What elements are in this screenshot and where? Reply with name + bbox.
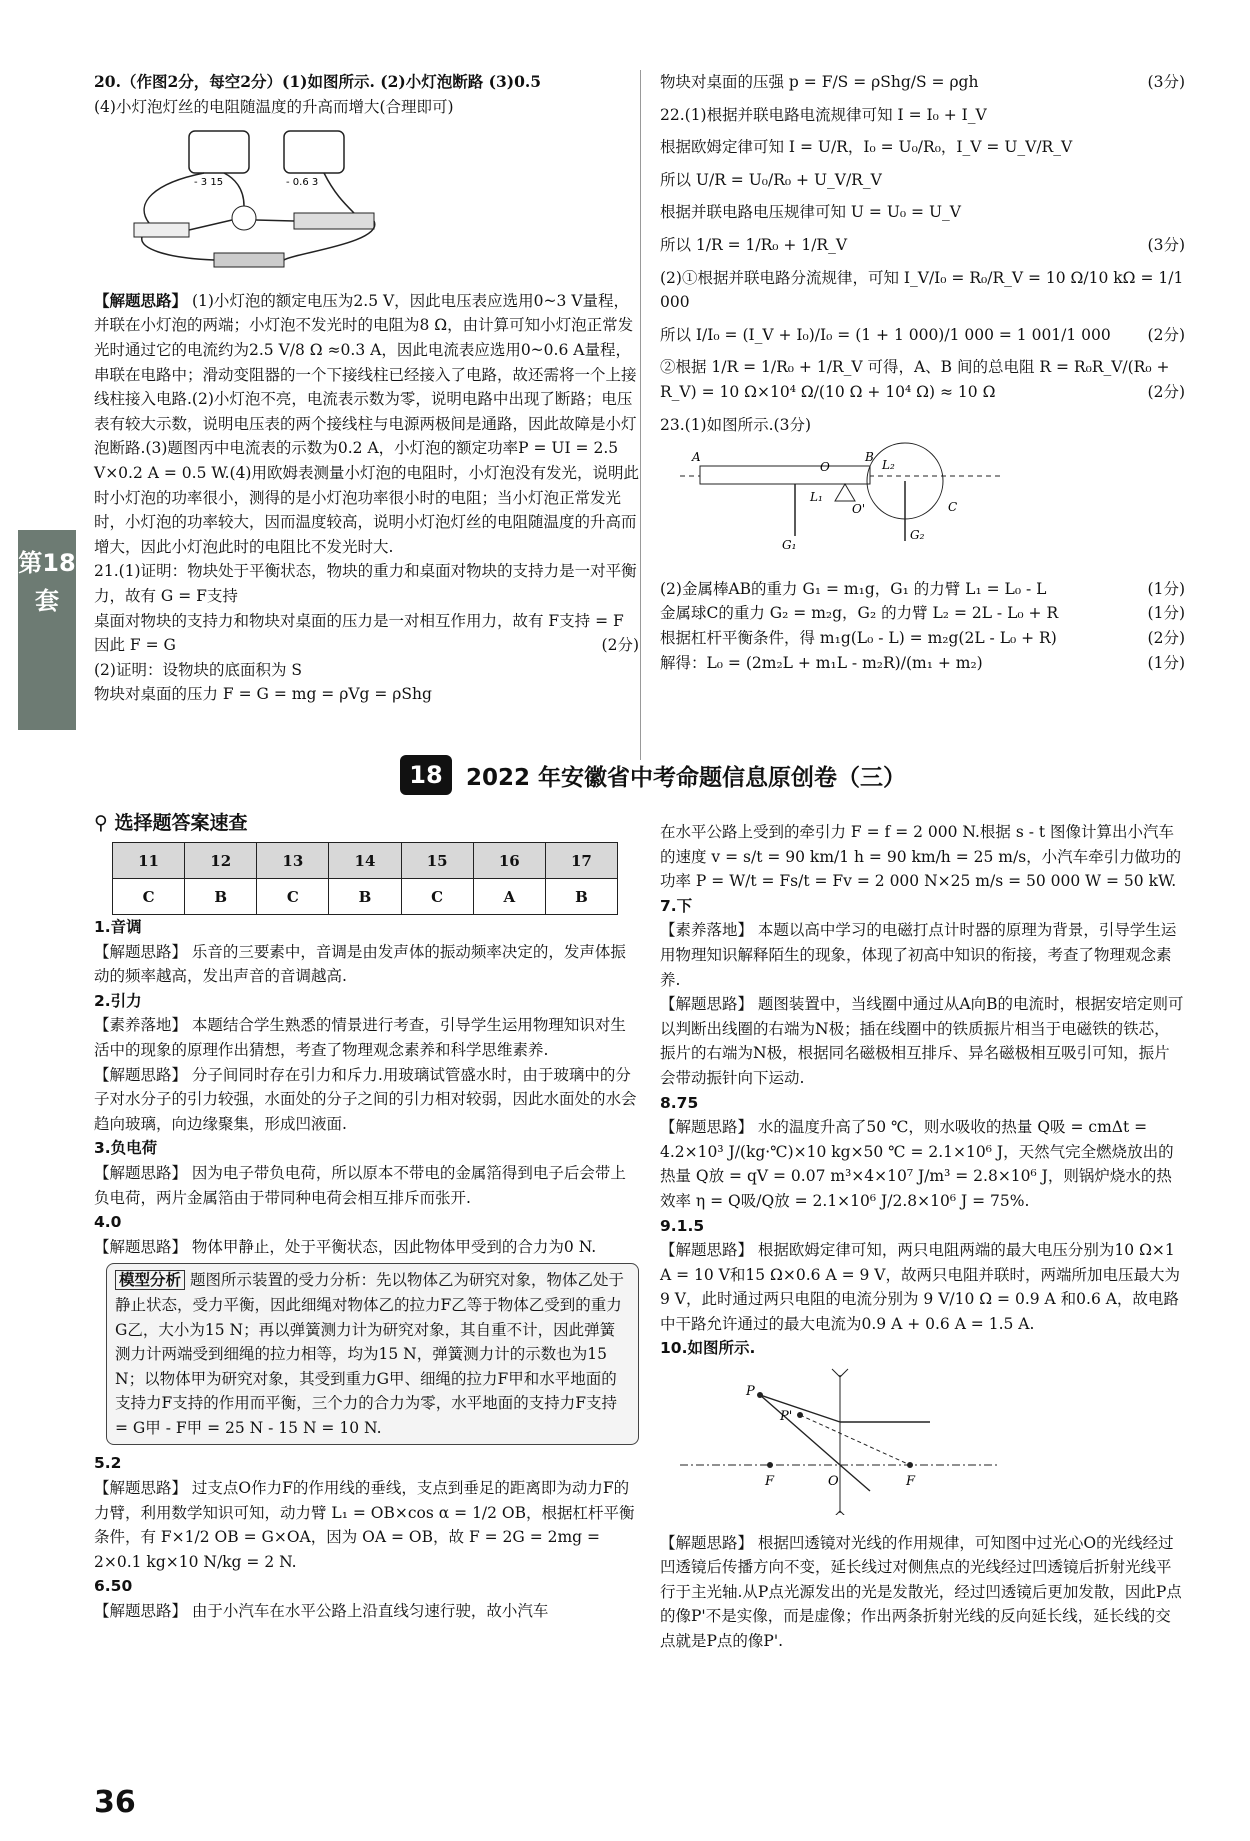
q21-line-5: 物块对桌面的压力 F = G = mg = ρVg = ρShg bbox=[94, 685, 432, 704]
q21-line-1: 21.(1)证明：物块处于平衡状态，物块的重力和桌面对物块的支持力是一对平衡力，故有 G = F支持 bbox=[94, 562, 637, 605]
q22-line-4: 根据并联电路电压规律可知 U = U₀ = U_V bbox=[660, 203, 961, 222]
q10-answer: 10.如图所示. bbox=[660, 1339, 756, 1358]
answer-letter: C bbox=[401, 879, 473, 915]
q2-think: 【解题思路】 分子间同时存在引力和斥力.用玻璃试管盛水时，由于玻璃中的分子对水分子的引力较强，水面处的分子之间的引力相对较弱，因此水面处的水会趋向玻璃，向边缘聚集，形成凹液面. bbox=[94, 1065, 637, 1133]
lever-figure bbox=[660, 441, 1185, 569]
ammeter bbox=[284, 131, 344, 173]
label-a: A bbox=[692, 450, 701, 465]
banner-title: 2022 年安徽省中考命题信息原创卷（三） bbox=[466, 765, 907, 791]
label-o: O bbox=[828, 1474, 839, 1490]
answer-num: 11 bbox=[113, 843, 185, 879]
q10-think: 【解题思路】 根据凹透镜对光线的作用规律，可知图中过光心O的光线经过凹透镜后传播方向不变，延长线过对侧焦点的光线经过凹透镜后折射光线平行于主光轴.从P点光源发出的光是发散光，经过凹透镜后更加发散，因此P点的像P'不是实像，而是虚像；作出两条折射光线的反向延长线，延长线的交点就是P点的像P'. bbox=[660, 1533, 1182, 1651]
banner-badge: 18 bbox=[400, 755, 452, 795]
model-analysis-text: 题图所示装置的受力分析：先以物体乙为研究对象，物体乙处于静止状态，受力平衡，因此细绳对物体乙的拉力F乙等于物体乙受到的重力G乙，大小为15 N；再以弹簧测力计为研究对象，其自重不计，因此弹簧测力计两端受到细绳的拉力相等，均为15 N，弹簧测力计的示数也为15 N；以物体甲为研究对象，其受到重力G甲、细绳的拉力F甲和水平地面的支持力F支持的作用而平衡，三个力的合力为零，水平地面的支持力F支持 = G甲 - F甲 = 25 N - 15 N = 10 N. bbox=[115, 1271, 624, 1437]
answer-letter: B bbox=[185, 879, 257, 915]
focus-right bbox=[907, 1462, 913, 1468]
q8-answer: 8.75 bbox=[660, 1093, 699, 1112]
q22-line-2: 根据欧姆定律可知 I = U/R，I₀ = U₀/R₀，I_V = U_V/R_V bbox=[660, 138, 1073, 157]
ray-continued bbox=[840, 1465, 870, 1491]
switch bbox=[134, 223, 189, 237]
battery bbox=[214, 253, 284, 267]
q22-line-1: 22.(1)根据并联电路电流规律可知 I = I₀ + I_V bbox=[660, 105, 987, 124]
section-banner bbox=[400, 755, 920, 795]
lever-diagram bbox=[660, 441, 1020, 561]
label-g2: G₂ bbox=[910, 528, 925, 543]
q2-answer: 2.引力 bbox=[94, 991, 142, 1010]
q6-continued: 在水平公路上受到的牵引力 F = f = 2 000 N.根据 s - t 图像计算出小汽车的速度 v = s/t = 90 km/1 h = 90 km/h = 25 m/s，小汽车牵引力做功的功率 P = W/t = Fs/t = Fv = 2 000 N×25 m/s = 50 000 W = 50 kW. bbox=[660, 823, 1182, 891]
q23-answer: 23.(1)如图所示.(3分) bbox=[660, 415, 811, 434]
label-p: P bbox=[746, 1384, 755, 1400]
circuit-figure bbox=[94, 123, 639, 281]
q5-answer: 5.2 bbox=[94, 1454, 122, 1473]
answer-letter: C bbox=[113, 879, 185, 915]
answer-letter: B bbox=[545, 879, 617, 915]
label-c: C bbox=[948, 500, 958, 515]
quick-answers-title: ⚲ 选择题答案速查 bbox=[94, 812, 248, 834]
focus-left bbox=[767, 1462, 773, 1468]
bulb bbox=[232, 206, 256, 230]
column-divider bbox=[640, 70, 641, 760]
q3-think: 【解题思路】 因为电子带负电荷，所以原本不带电的金属箔得到电子后会带上负电荷，两片金属箔由于带同种电荷会相互排斥而张开. bbox=[94, 1163, 626, 1207]
page-number: 36 bbox=[94, 1785, 136, 1820]
q20-answer: 20.（作图2分，每空2分）(1)如图所示. (2)小灯泡断路 (3)0.5 bbox=[94, 72, 542, 91]
label-b: B bbox=[865, 450, 874, 465]
answer-table bbox=[112, 842, 618, 915]
answer-table-row bbox=[113, 879, 618, 915]
q20-answer-2: (4)小灯泡灯丝的电阻随温度的升高而增大(合理即可) bbox=[94, 97, 454, 116]
side-tab: 第18套 bbox=[18, 530, 76, 730]
rheostat bbox=[294, 213, 374, 229]
answer-num: 17 bbox=[545, 843, 617, 879]
q6-think: 【解题思路】 由于小汽车在水平公路上沿直线匀速行驶，故小汽车 bbox=[94, 1602, 549, 1621]
label-g1: G₁ bbox=[782, 538, 797, 553]
q22-line-3: 所以 U/R = U₀/R₀ + U_V/R_V bbox=[660, 170, 882, 189]
voltmeter-terminals: - 3 15 bbox=[194, 177, 224, 189]
q23-line-2: 金属球C的重力 G₂ = m₂g，G₂ 的力臂 L₂ = 2L - L₀ + R (1分) bbox=[660, 604, 1185, 623]
label-l2: L₂ bbox=[882, 458, 895, 473]
q4-think: 【解题思路】 物体甲静止，处于平衡状态，因此物体甲受到的合力为0 N. bbox=[94, 1237, 597, 1256]
label-l1: L₁ bbox=[810, 490, 823, 505]
q22-line-8: ②根据 1/R = 1/R₀ + 1/R_V 可得，A、B 间的总电阻 R = R₀R_V/(R₀ + R_V) = 10 Ω×10⁴ Ω/(10 Ω + 10⁴ Ω) ≈ 10 Ω (2分) bbox=[660, 358, 1185, 401]
q1-answer: 1.音调 bbox=[94, 918, 142, 936]
q4-answer: 4.0 bbox=[94, 1213, 122, 1232]
q7-think: 【解题思路】 题图装置中，当线圈中通过从A向B的电流时，根据安培定则可以判断出线圈的右端为N极；插在线圈中的铁质振片相当于电磁铁的铁芯，振片的右端为N极，根据同名磁极相互排斥、异名磁极相互吸引可知，振片会带动振针向下运动. bbox=[660, 995, 1184, 1087]
answer-num: 13 bbox=[257, 843, 329, 879]
answer-num: 12 bbox=[185, 843, 257, 879]
label-o-prime: O' bbox=[852, 502, 866, 517]
lens-figure bbox=[660, 1365, 1185, 1523]
ray-through-center bbox=[760, 1395, 840, 1465]
point-p-prime bbox=[797, 1412, 803, 1418]
lens-diagram bbox=[660, 1365, 1020, 1515]
answer-letter: C bbox=[257, 879, 329, 915]
q5-think: 【解题思路】 过支点O作力F的作用线的垂线，支点到垂足的距离即为动力F的力臂，利用数学知识可知，动力臂 L₁ = OB×cos α = 1/2 OB，根据杠杆平衡条件，有 F×1/2 OB = G×OA，因为 OA = OB，故 F = 2G = 2mg = 2×0.1 kg×10 N/kg = 2 N. bbox=[94, 1479, 635, 1571]
q21-end: 物块对桌面的压强 p = F/S = ρShg/S = ρgh (3分) bbox=[660, 73, 1185, 91]
circuit-diagram bbox=[94, 123, 394, 273]
q7-answer: 7.下 bbox=[660, 896, 693, 915]
q9-think: 【解题思路】 根据欧姆定律可知，两只电阻两端的最大电压分别为10 Ω×1 A = 10 V和15 Ω×0.6 A = 9 V，故两只电阻并联时，两端所加电压最大为9 V，此时通过两只电阻的电流分别为 9 V/10 Ω = 0.9 A 和0.6 A，故电路中干路允许通过的最大电流为0.9 A + 0.6 A = 1.5 A. bbox=[660, 1241, 1180, 1333]
q23-line-3: 根据杠杆平衡条件，得 m₁g(L₀ - L) = m₂g(2L - L₀ + R) (2分) bbox=[660, 628, 1185, 647]
q1-think: 【解题思路】 乐音的三要素中，音调是由发声体的振动频率决定的，发声体振动的频率越高，发出声音的音调越高. bbox=[94, 942, 626, 986]
top-left-column bbox=[94, 70, 639, 707]
model-analysis-box bbox=[106, 1263, 639, 1445]
q21-line-3: 因此 F = G (2分) bbox=[94, 636, 639, 655]
answer-letter: B bbox=[329, 879, 401, 915]
q7-literacy: 【素养落地】 本题以高中学习的电磁打点计时器的原理为背景，引导学生运用物理知识解释陌生的现象，体现了初高中知识的衔接，考查了物理观念素养. bbox=[660, 921, 1177, 989]
top-right-column bbox=[660, 70, 1185, 675]
q3-answer: 3.负电荷 bbox=[94, 1139, 158, 1158]
q6-answer: 6.50 bbox=[94, 1577, 133, 1596]
voltmeter bbox=[189, 131, 249, 173]
ammeter-terminals: - 0.6 3 bbox=[286, 177, 319, 189]
model-analysis-title: 模型分析 bbox=[115, 1270, 185, 1290]
answer-letter: A bbox=[473, 879, 545, 915]
answer-table-header bbox=[113, 843, 618, 879]
q22-line-7: 所以 I/I₀ = (I_V + I₀)/I₀ = (1 + 1 000)/1 000 = 1 001/1 000 (2分) bbox=[660, 325, 1185, 344]
fulcrum bbox=[835, 484, 855, 501]
q21-line-2: 桌面对物块的支持力和物块对桌面的压力是一对相互作用力，故有 F支持 = F bbox=[94, 611, 624, 630]
q8-think: 【解题思路】 水的温度升高了50 ℃，则水吸收的热量 Q吸 = cmΔt = 4.2×10³ J/(kg·℃)×10 kg×50 ℃ = 2.1×10⁶ J，天然气完全燃烧放出的热量 Q放 = qV = 0.07 m³×4×10⁷ J/m³ = 2.8×10⁶ J，则锅炉烧水的热效率 η = Q吸/Q放 = 2.1×10⁶ J/2.8×10⁶ J = 75%. bbox=[660, 1118, 1174, 1210]
label-f-right: F bbox=[906, 1474, 916, 1490]
q2-literacy: 【素养落地】 本题结合学生熟悉的情景进行考查，引导学生运用物理知识对生活中的现象的原理作出猜想，考查了物理观念素养和科学思维素养. bbox=[94, 1016, 626, 1059]
q9-answer: 9.1.5 bbox=[660, 1216, 705, 1235]
answer-num: 14 bbox=[329, 843, 401, 879]
label-p-prime: P' bbox=[780, 1409, 793, 1425]
q20-think: 【解题思路】 (1)小灯泡的额定电压为2.5 V，因此电压表应选用0~3 V量程，并联在小灯泡的两端；小灯泡不发光时的电阻为8 Ω，由计算可知小灯泡正常发光时通过它的电流约为2.5 V/8 Ω ≈0.3 A，因此电流表应选用0~0.6 A量程，串联在电路中；滑动变阻器的一个下接线柱已经接入了电路，故还需将一个上接线柱接入电路.(2)小灯泡不亮，电流表示数为零，说明电路中出现了断路；电压表有较大示数，说明电压表的两个接线柱与电源两极间是通路，因此故障是小灯泡断路.(3)题图丙中电流表的示数为0.2 A，小灯泡的额定功率P = UI = 2.5 V×0.2 A = 0.5 W.(4)用欧姆表测量小灯泡的电阻时，小灯泡没有发光，说明此时小灯泡的功率很小，测得的是小灯泡功率很小时的电阻；当小灯泡正常发光时，小灯泡的功率较大，因而温度较高，说明小灯泡灯丝的电阻随温度的升高而增大，因此小灯泡此时的电阻比不发光时大. bbox=[94, 291, 639, 556]
q21-line-4: (2)证明：设物块的底面积为 S bbox=[94, 660, 303, 679]
magnifier-icon: ⚲ bbox=[94, 812, 108, 834]
bottom-left-column bbox=[94, 915, 639, 1624]
answer-num: 16 bbox=[473, 843, 545, 879]
q23-line-1: (2)金属棒AB的重力 G₁ = m₁g，G₁ 的力臂 L₁ = L₀ - L (1分) bbox=[660, 579, 1185, 598]
bottom-right-column bbox=[660, 820, 1185, 1654]
q22-line-5: 所以 1/R = 1/R₀ + 1/R_V (3分) bbox=[660, 235, 1185, 254]
answer-num: 15 bbox=[401, 843, 473, 879]
point-p bbox=[757, 1392, 763, 1398]
label-o: O bbox=[820, 460, 830, 475]
q23-line-4: 解得：L₀ = (2m₂L + m₁L - m₂R)/(m₁ + m₂) (1分) bbox=[660, 653, 1185, 672]
rod-ab bbox=[700, 466, 870, 484]
q22-line-6: (2)①根据并联电路分流规律，可知 I_V/I₀ = R₀/R_V = 10 Ω/10 kΩ = 1/1 000 bbox=[660, 268, 1184, 312]
label-f-left: F bbox=[765, 1474, 775, 1490]
